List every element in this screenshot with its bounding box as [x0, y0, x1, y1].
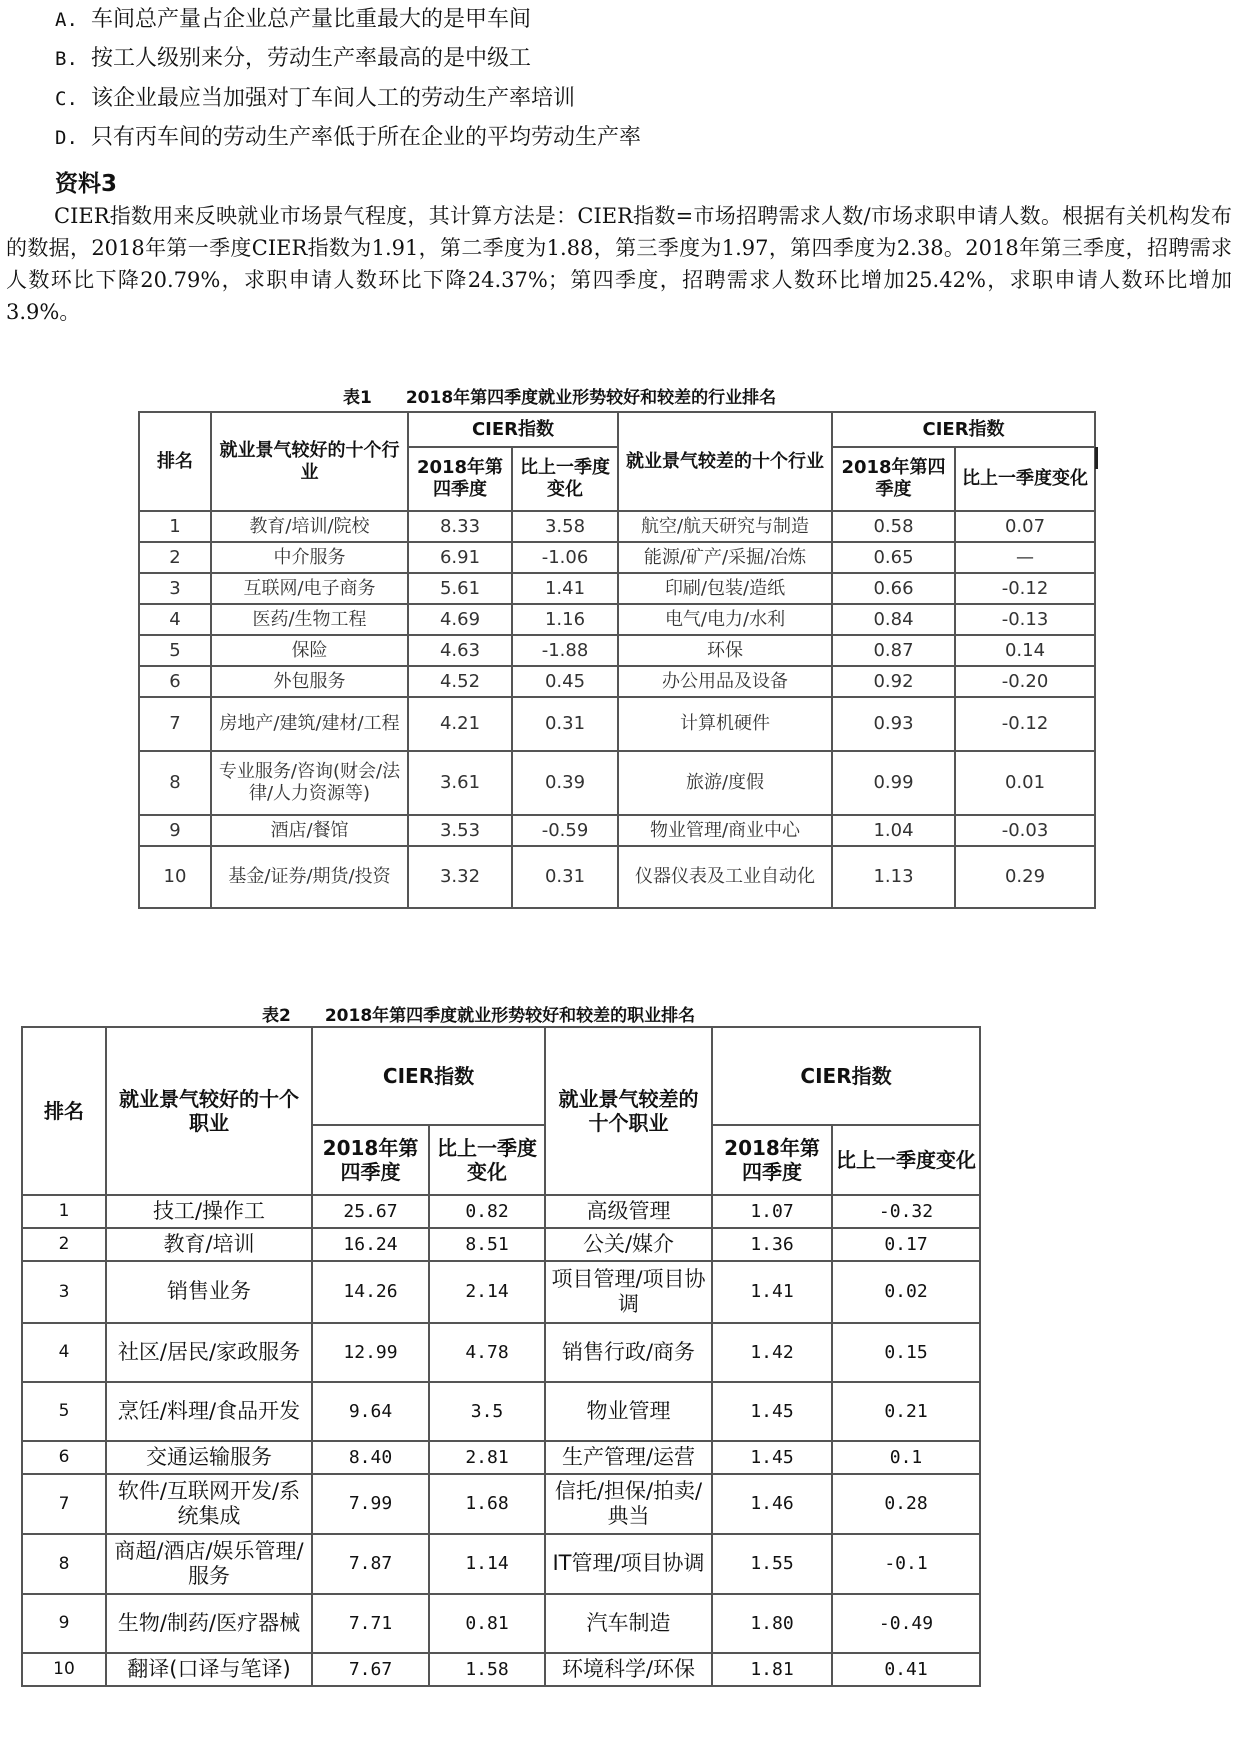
cier-value-cell: 5.61 [408, 573, 512, 604]
cier-value-cell: 1.80 [712, 1594, 832, 1653]
change-value-cell: -0.1 [832, 1534, 980, 1594]
occupation-cell: 社区/居民/家政服务 [106, 1323, 312, 1382]
cier-value-cell: 3.53 [408, 815, 512, 846]
option-letter: C. [55, 88, 78, 110]
industry-cell: 办公用品及设备 [618, 666, 832, 697]
rank-cell: 7 [22, 1474, 106, 1534]
cier-value-cell: 4.63 [408, 635, 512, 666]
change-value-cell: 0.29 [955, 846, 1095, 908]
cier-value-cell: 4.52 [408, 666, 512, 697]
rank-header: 排名 [139, 412, 211, 511]
rank-header: 排名 [22, 1027, 106, 1195]
change-value-cell: 0.17 [832, 1228, 980, 1261]
change-value-cell: 1.14 [429, 1534, 545, 1594]
change-value-cell: 0.41 [832, 1653, 980, 1686]
change-header: 比上一季度变化 [429, 1125, 545, 1195]
change-value-cell: -0.13 [955, 604, 1095, 635]
cier-value-cell: 6.91 [408, 542, 512, 573]
q4-header: 2018年第四季度 [712, 1125, 832, 1195]
cier-value-cell: 7.99 [312, 1474, 429, 1534]
industry-cell: 保险 [211, 635, 408, 666]
rank-cell: 6 [139, 666, 211, 697]
rank-cell: 9 [22, 1594, 106, 1653]
industry-cell: 医药/生物工程 [211, 604, 408, 635]
bad-industries-header: 就业景气较差的十个行业 [618, 412, 832, 511]
change-value-cell: 1.16 [512, 604, 618, 635]
change-value-cell: 0.01 [955, 751, 1095, 815]
cier-value-cell: 7.87 [312, 1534, 429, 1594]
table-row [139, 697, 1095, 751]
cier-value-cell: 1.36 [712, 1228, 832, 1261]
change-value-cell: 0.81 [429, 1594, 545, 1653]
change-value-cell: 0.07 [955, 511, 1095, 542]
occupation-cell: 软件/互联网开发/系统集成 [106, 1474, 312, 1534]
table1-caption: 表1 2018年第四季度就业形势较好和较差的行业排名 [343, 388, 777, 408]
change-value-cell: 4.78 [429, 1323, 545, 1382]
rank-cell: 7 [139, 697, 211, 751]
change-value-cell: 0.14 [955, 635, 1095, 666]
industry-cell: 中介服务 [211, 542, 408, 573]
cier-header: CIER指数 [832, 412, 1095, 447]
occupation-cell: 公关/媒介 [545, 1228, 712, 1261]
cier-value-cell: 7.67 [312, 1653, 429, 1686]
rank-cell: 4 [22, 1323, 106, 1382]
cier-value-cell: 8.33 [408, 511, 512, 542]
cier-value-cell: 0.84 [832, 604, 955, 635]
change-value-cell: 0.31 [512, 697, 618, 751]
change-value-cell: — [955, 542, 1095, 573]
cier-value-cell: 8.40 [312, 1441, 429, 1474]
table-row [22, 1594, 980, 1653]
cier-value-cell: 0.58 [832, 511, 955, 542]
material-paragraph: CIER指数用来反映就业市场景气程度，其计算方法是：CIER指数=市场招聘需求人数/市场求职申请人数。根据有关机构发布的数据，2018年第一季度CIER指数为1.91，第二季度为1.88，第三季度为1.97，第四季度为2.38。2018年第三季度，招聘需求人数环比下降20.79%，求职申请人数环比下降24.37%；第四季度，招聘需求人数环比增加25.42%，求职申请人数环比增加3.9%。 [6, 204, 1232, 324]
cier-value-cell: 7.71 [312, 1594, 429, 1653]
industry-cell: 物业管理/商业中心 [618, 815, 832, 846]
table-row [22, 1323, 980, 1382]
cier-header: CIER指数 [712, 1027, 980, 1125]
industry-cell: 教育/培训/院校 [211, 511, 408, 542]
occupation-cell: 商超/酒店/娱乐管理/服务 [106, 1534, 312, 1594]
industry-cell: 专业服务/咨询(财会/法律/人力资源等) [211, 751, 408, 815]
rank-cell: 2 [139, 542, 211, 573]
occupation-cell: 翻译(口译与笔译) [106, 1653, 312, 1686]
table-row [22, 1474, 980, 1534]
bad-occupations-header: 就业景气较差的十个职业 [545, 1027, 712, 1195]
rank-cell: 5 [22, 1382, 106, 1441]
industry-cell: 酒店/餐馆 [211, 815, 408, 846]
industry-cell: 计算机硬件 [618, 697, 832, 751]
cier-value-cell: 4.21 [408, 697, 512, 751]
industry-cell: 仪器仪表及工业自动化 [618, 846, 832, 908]
table-row [139, 604, 1095, 635]
change-value-cell: 1.68 [429, 1474, 545, 1534]
cier-value-cell: 25.67 [312, 1195, 429, 1228]
option-letter: B. [55, 48, 78, 70]
change-value-cell: 0.1 [832, 1441, 980, 1474]
cier-value-cell: 1.46 [712, 1474, 832, 1534]
cier-value-cell: 1.04 [832, 815, 955, 846]
change-value-cell: 0.02 [832, 1261, 980, 1323]
change-value-cell: -0.32 [832, 1195, 980, 1228]
table-row [22, 1195, 980, 1228]
cier-value-cell: 1.45 [712, 1382, 832, 1441]
table2-caption: 表2 2018年第四季度就业形势较好和较差的职业排名 [262, 1006, 696, 1026]
change-value-cell: -0.03 [955, 815, 1095, 846]
change-value-cell: 1.41 [512, 573, 618, 604]
table-row [22, 1441, 980, 1474]
option-text: 按工人级别来分，劳动生产率最高的是中级工 [91, 46, 532, 71]
rank-cell: 8 [22, 1534, 106, 1594]
cier-header: CIER指数 [312, 1027, 545, 1125]
occupation-cell: 交通运输服务 [106, 1441, 312, 1474]
change-header: 比上一季度变化 [832, 1125, 980, 1195]
change-value-cell: -0.59 [512, 815, 618, 846]
table-row [139, 666, 1095, 697]
option-b [55, 44, 531, 74]
option-c [55, 84, 575, 114]
option-text: 车间总产量占企业总产量比重最大的是甲车间 [91, 7, 532, 32]
occupation-cell: 信托/担保/拍卖/典当 [545, 1474, 712, 1534]
option-text: 只有丙车间的劳动生产率低于所在企业的平均劳动生产率 [91, 125, 642, 150]
occupation-cell: 销售业务 [106, 1261, 312, 1323]
occupation-cell: 汽车制造 [545, 1594, 712, 1653]
occupation-cell: IT管理/项目协调 [545, 1534, 712, 1594]
change-header: 比上一季度变化 [512, 447, 618, 511]
q4-header: 2018年第四季度 [408, 447, 512, 511]
table-row [139, 846, 1095, 908]
change-value-cell: 0.21 [832, 1382, 980, 1441]
good-occupations-header: 就业景气较好的十个职业 [106, 1027, 312, 1195]
cier-value-cell: 0.93 [832, 697, 955, 751]
cier-value-cell: 1.45 [712, 1441, 832, 1474]
cier-value-cell: 0.92 [832, 666, 955, 697]
change-value-cell: 2.14 [429, 1261, 545, 1323]
occupation-cell: 烹饪/料理/食品开发 [106, 1382, 312, 1441]
change-value-cell: 3.5 [429, 1382, 545, 1441]
industry-cell: 环保 [618, 635, 832, 666]
cier-value-cell: 3.61 [408, 751, 512, 815]
occupation-cell: 环境科学/环保 [545, 1653, 712, 1686]
cier-value-cell: 1.07 [712, 1195, 832, 1228]
table-row [139, 815, 1095, 846]
option-d [55, 123, 641, 153]
industry-cell: 旅游/度假 [618, 751, 832, 815]
rank-cell: 1 [139, 511, 211, 542]
change-value-cell: -0.12 [955, 573, 1095, 604]
occupation-cell: 教育/培训 [106, 1228, 312, 1261]
cier-value-cell: 0.65 [832, 542, 955, 573]
industry-cell: 电气/电力/水利 [618, 604, 832, 635]
cier-value-cell: 0.99 [832, 751, 955, 815]
table-row [22, 1653, 980, 1686]
section-heading: 资料3 [55, 171, 118, 197]
cier-value-cell: 12.99 [312, 1323, 429, 1382]
change-value-cell: -1.06 [512, 542, 618, 573]
industry-ranking-table [138, 411, 1096, 909]
occupation-cell: 生产管理/运营 [545, 1441, 712, 1474]
cier-value-cell: 1.13 [832, 846, 955, 908]
occupation-cell: 高级管理 [545, 1195, 712, 1228]
table-row [22, 1534, 980, 1594]
industry-cell: 外包服务 [211, 666, 408, 697]
table-row [139, 751, 1095, 815]
cier-value-cell: 16.24 [312, 1228, 429, 1261]
cier-value-cell: 4.69 [408, 604, 512, 635]
change-value-cell: 0.31 [512, 846, 618, 908]
rank-cell: 8 [139, 751, 211, 815]
table-row [139, 635, 1095, 666]
change-value-cell: 8.51 [429, 1228, 545, 1261]
cier-value-cell: 1.42 [712, 1323, 832, 1382]
cier-value-cell: 3.32 [408, 846, 512, 908]
cier-value-cell: 0.87 [832, 635, 955, 666]
rank-cell: 3 [139, 573, 211, 604]
industry-cell: 房地产/建筑/建材/工程 [211, 697, 408, 751]
table-row [139, 542, 1095, 573]
rank-cell: 6 [22, 1441, 106, 1474]
cier-value-cell: 1.81 [712, 1653, 832, 1686]
industry-cell: 印刷/包装/造纸 [618, 573, 832, 604]
industry-cell: 基金/证券/期货/投资 [211, 846, 408, 908]
option-text: 该企业最应当加强对丁车间人工的劳动生产率培训 [91, 86, 576, 111]
industry-cell: 能源/矿产/采掘/冶炼 [618, 542, 832, 573]
change-value-cell: 2.81 [429, 1441, 545, 1474]
q4-header: 2018年第四季度 [312, 1125, 429, 1195]
rank-cell: 4 [139, 604, 211, 635]
rank-cell: 1 [22, 1195, 106, 1228]
change-value-cell: -1.88 [512, 635, 618, 666]
change-value-cell: 0.15 [832, 1323, 980, 1382]
change-value-cell: 0.28 [832, 1474, 980, 1534]
cier-value-cell: 9.64 [312, 1382, 429, 1441]
cier-header: CIER指数 [408, 412, 618, 447]
table-row [139, 573, 1095, 604]
rank-cell: 9 [139, 815, 211, 846]
cier-value-cell: 1.55 [712, 1534, 832, 1594]
change-header: 比上一季度变化 [955, 447, 1095, 511]
occupation-ranking-table [21, 1026, 981, 1687]
rank-cell: 5 [139, 635, 211, 666]
good-industries-header: 就业景气较好的十个行业 [211, 412, 408, 511]
change-value-cell: -0.20 [955, 666, 1095, 697]
table-row [22, 1261, 980, 1323]
change-value-cell: 0.39 [512, 751, 618, 815]
rank-cell: 3 [22, 1261, 106, 1323]
change-value-cell: 0.82 [429, 1195, 545, 1228]
occupation-cell: 项目管理/项目协调 [545, 1261, 712, 1323]
occupation-cell: 技工/操作工 [106, 1195, 312, 1228]
change-value-cell: -0.49 [832, 1594, 980, 1653]
industry-cell: 航空/航天研究与制造 [618, 511, 832, 542]
table-row [22, 1382, 980, 1441]
change-value-cell: 0.45 [512, 666, 618, 697]
option-a [55, 5, 531, 35]
occupation-cell: 物业管理 [545, 1382, 712, 1441]
table-row [139, 511, 1095, 542]
cier-value-cell: 1.41 [712, 1261, 832, 1323]
industry-cell: 互联网/电子商务 [211, 573, 408, 604]
change-value-cell: 3.58 [512, 511, 618, 542]
occupation-cell: 销售行政/商务 [545, 1323, 712, 1382]
rank-cell: 2 [22, 1228, 106, 1261]
option-letter: D. [55, 127, 78, 149]
q4-header: 2018年第四季度 [832, 447, 955, 511]
table-row [22, 1228, 980, 1261]
option-letter: A. [55, 9, 78, 31]
change-value-cell: -0.12 [955, 697, 1095, 751]
cier-value-cell: 14.26 [312, 1261, 429, 1323]
rank-cell: 10 [139, 846, 211, 908]
change-value-cell: 1.58 [429, 1653, 545, 1686]
rank-cell: 10 [22, 1653, 106, 1686]
edge-mark [1095, 447, 1098, 469]
cier-value-cell: 0.66 [832, 573, 955, 604]
occupation-cell: 生物/制药/医疗器械 [106, 1594, 312, 1653]
